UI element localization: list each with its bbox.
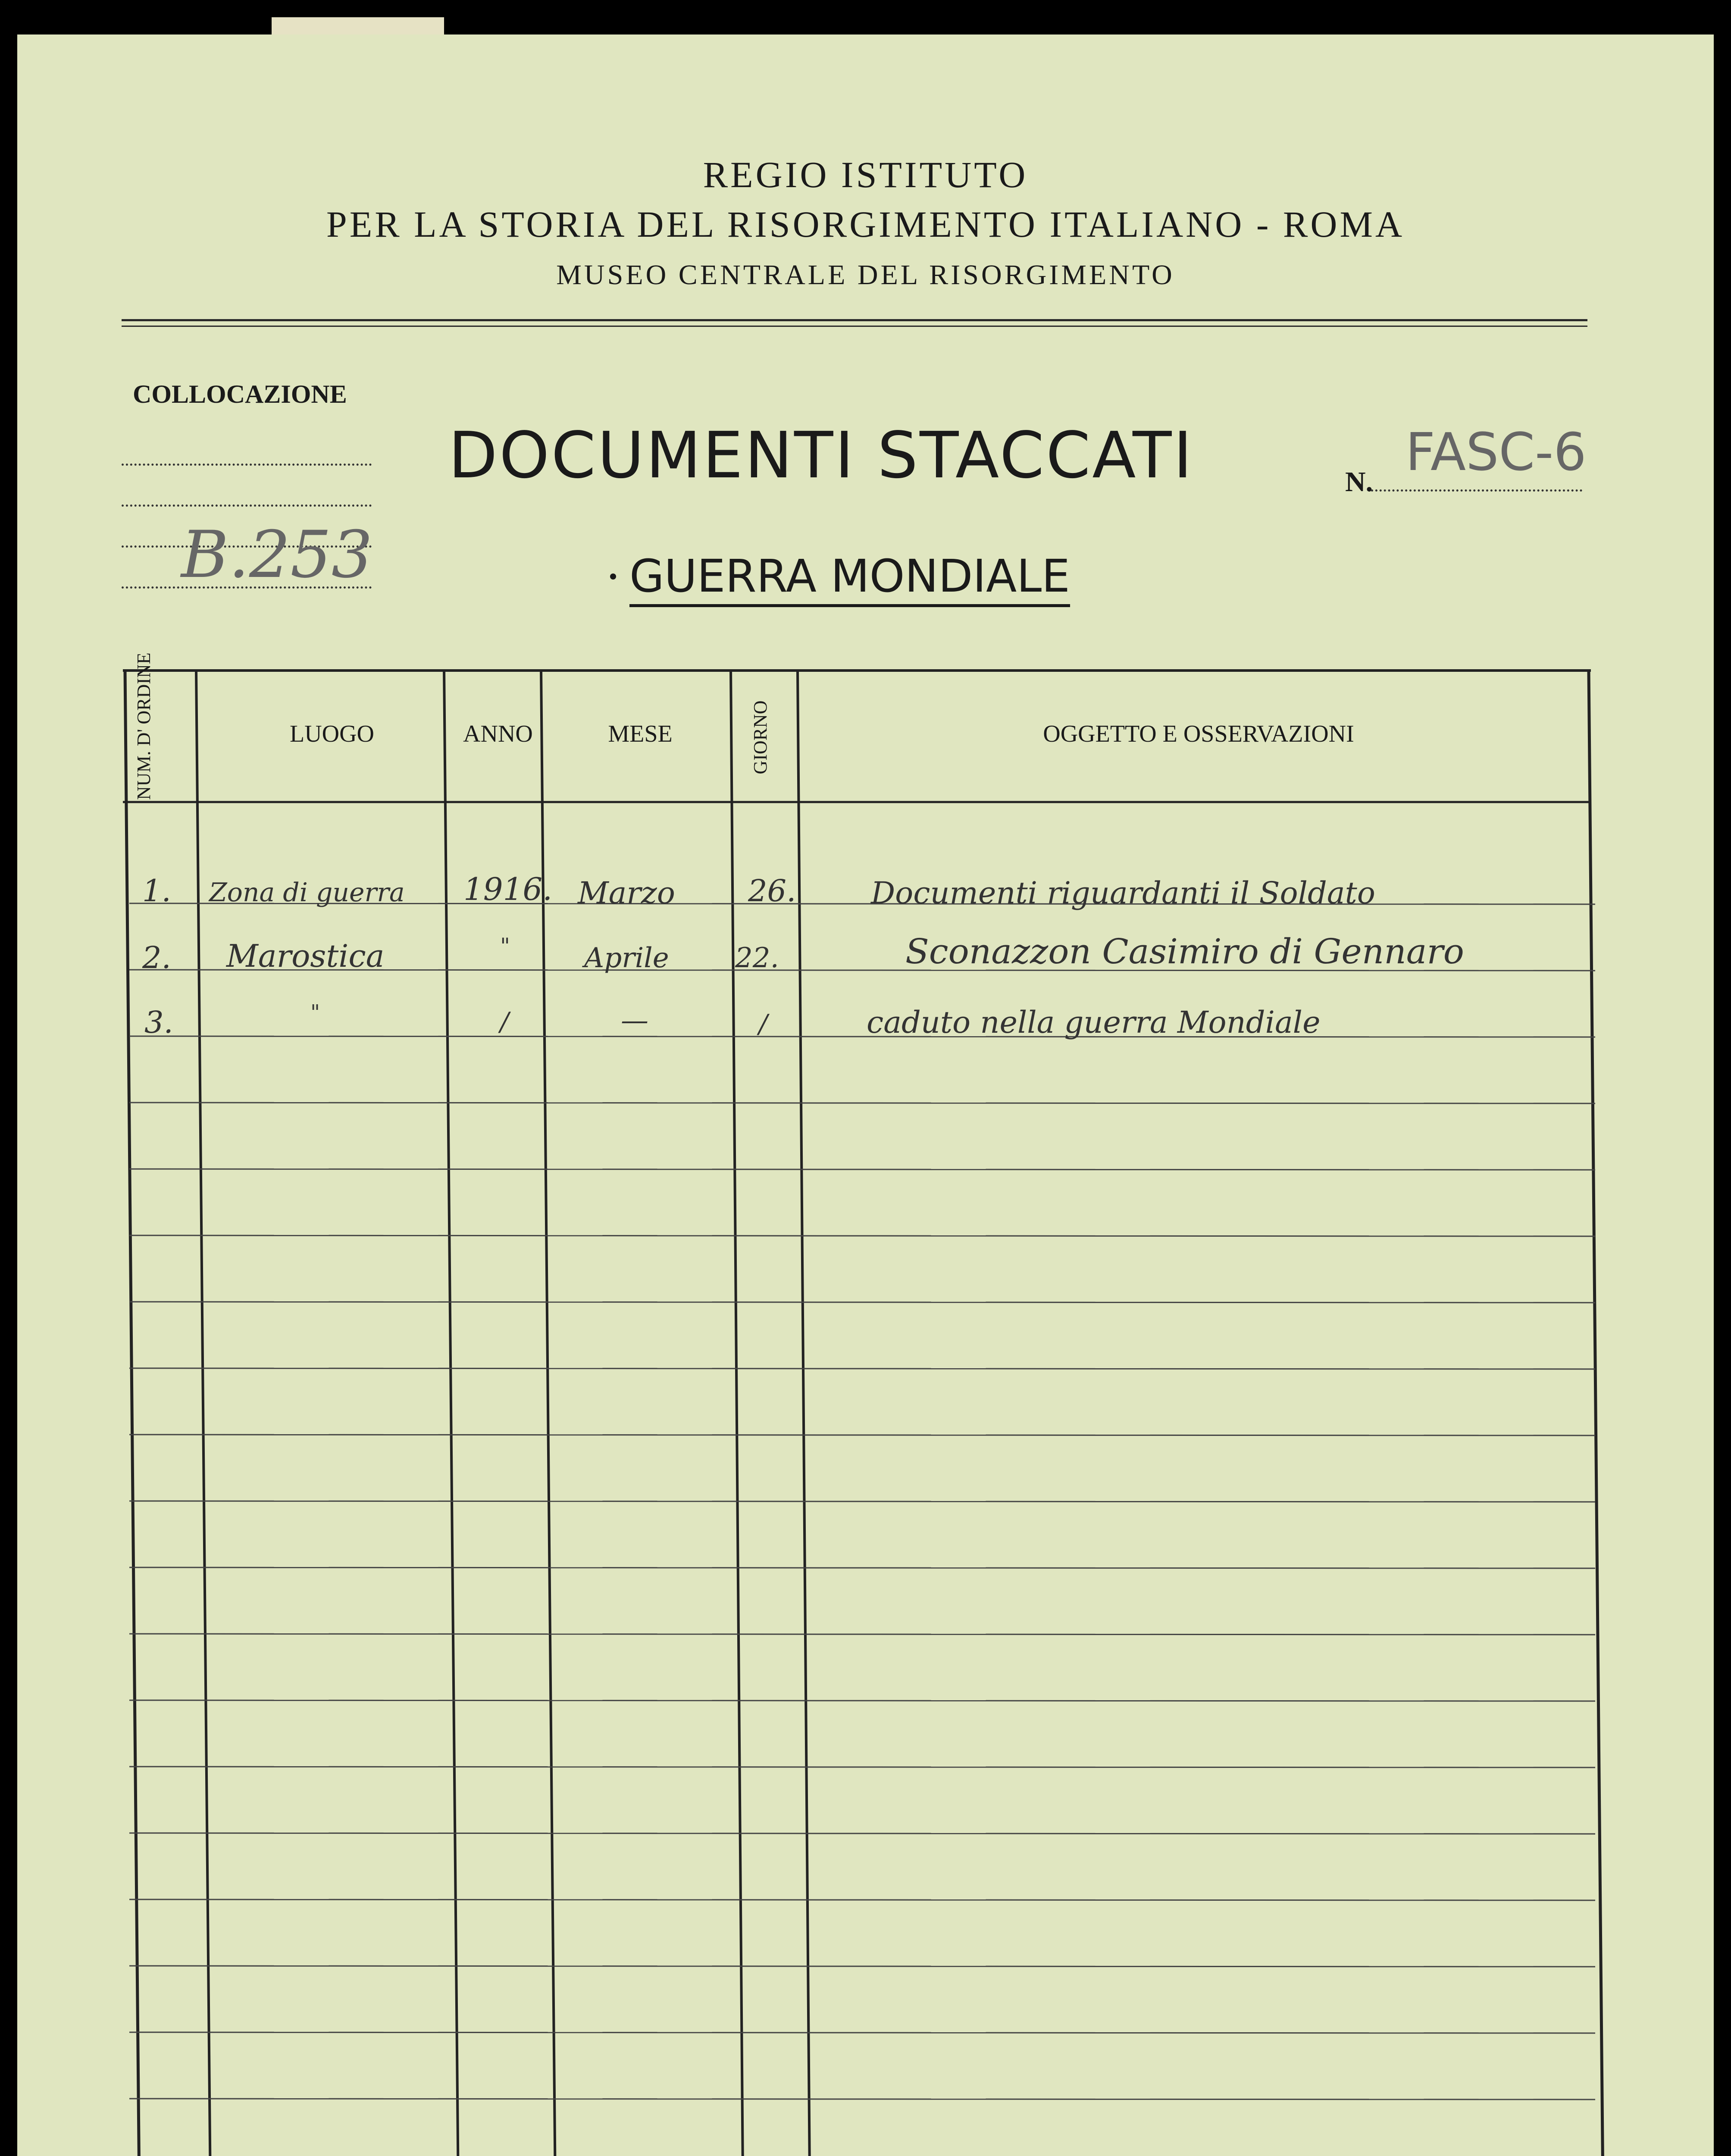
- row-mese: —: [621, 1005, 648, 1037]
- header-num: NUM. D' ORDINE: [133, 652, 154, 800]
- row-line: [129, 1302, 1595, 1303]
- row-anno: ": [500, 934, 510, 959]
- row-oggetto: Documenti riguardanti il Soldato: [871, 875, 1375, 911]
- row-line: [129, 1501, 1595, 1502]
- row-num: 2.: [142, 940, 171, 975]
- row-giorno: 26.: [748, 873, 796, 909]
- row-line: [129, 2032, 1595, 2033]
- collocazione-label: COLLOCAZIONE: [133, 380, 347, 408]
- document-subtitle: GUERRA MONDIALE: [629, 550, 1070, 607]
- header-luogo: LUOGO: [290, 721, 374, 747]
- row-line: [129, 1634, 1595, 1635]
- row-line: [129, 1700, 1595, 1701]
- row-line: [129, 1169, 1595, 1170]
- row-num: 3.: [144, 1005, 173, 1040]
- institute-subtitle: PER LA STORIA DEL RISORGIMENTO ITALIANO - ROMA: [326, 204, 1405, 245]
- row-oggetto: caduto nella guerra Mondiale: [867, 1005, 1321, 1040]
- table-left-border: [125, 671, 140, 2156]
- row-num: 1.: [142, 873, 171, 909]
- row-line: [129, 1567, 1595, 1568]
- row-luogo: ": [310, 1000, 320, 1025]
- institute-name: REGIO ISTITUTO: [703, 154, 1028, 195]
- row-line: [129, 1036, 1595, 1037]
- header-oggetto: OGGETTO E OSSERVAZIONI: [1043, 721, 1354, 747]
- collocazione-value: B.253: [181, 517, 373, 592]
- row-mese: Aprile: [584, 942, 669, 974]
- number-label: N.: [1345, 466, 1373, 498]
- row-giorno: /: [759, 1009, 768, 1039]
- row-line: [129, 2099, 1595, 2100]
- row-line: [129, 1368, 1595, 1369]
- row-luogo: Marostica: [226, 938, 385, 974]
- row-lines: [129, 903, 1595, 2156]
- row-anno: /: [500, 1007, 509, 1037]
- row-giorno: 22.: [735, 942, 779, 974]
- row-line: [129, 1899, 1595, 1900]
- document-title: DOCUMENTI STACCATI: [448, 418, 1194, 492]
- header-mese: MESE: [608, 721, 673, 747]
- row-oggetto: Sconazzon Casimiro di Gennaro: [905, 931, 1464, 971]
- row-mese: Marzo: [578, 875, 675, 911]
- col-divider-4: [731, 671, 744, 2156]
- row-anno: 1916.: [463, 871, 553, 907]
- header-anno: ANNO: [463, 721, 533, 747]
- table-right-border: [1589, 671, 1604, 2156]
- row-line: [129, 1966, 1595, 1967]
- museum-name: MUSEO CENTRALE DEL RISORGIMENTO: [556, 259, 1175, 291]
- col-divider-5: [798, 671, 811, 2156]
- header-giorno: GIORNO: [750, 700, 771, 774]
- row-line: [129, 1235, 1595, 1236]
- number-value: FASC-6: [1405, 423, 1587, 483]
- row-line: [129, 1833, 1595, 1834]
- col-divider-2: [444, 671, 459, 2156]
- row-luogo: Zona di guerra: [209, 877, 405, 908]
